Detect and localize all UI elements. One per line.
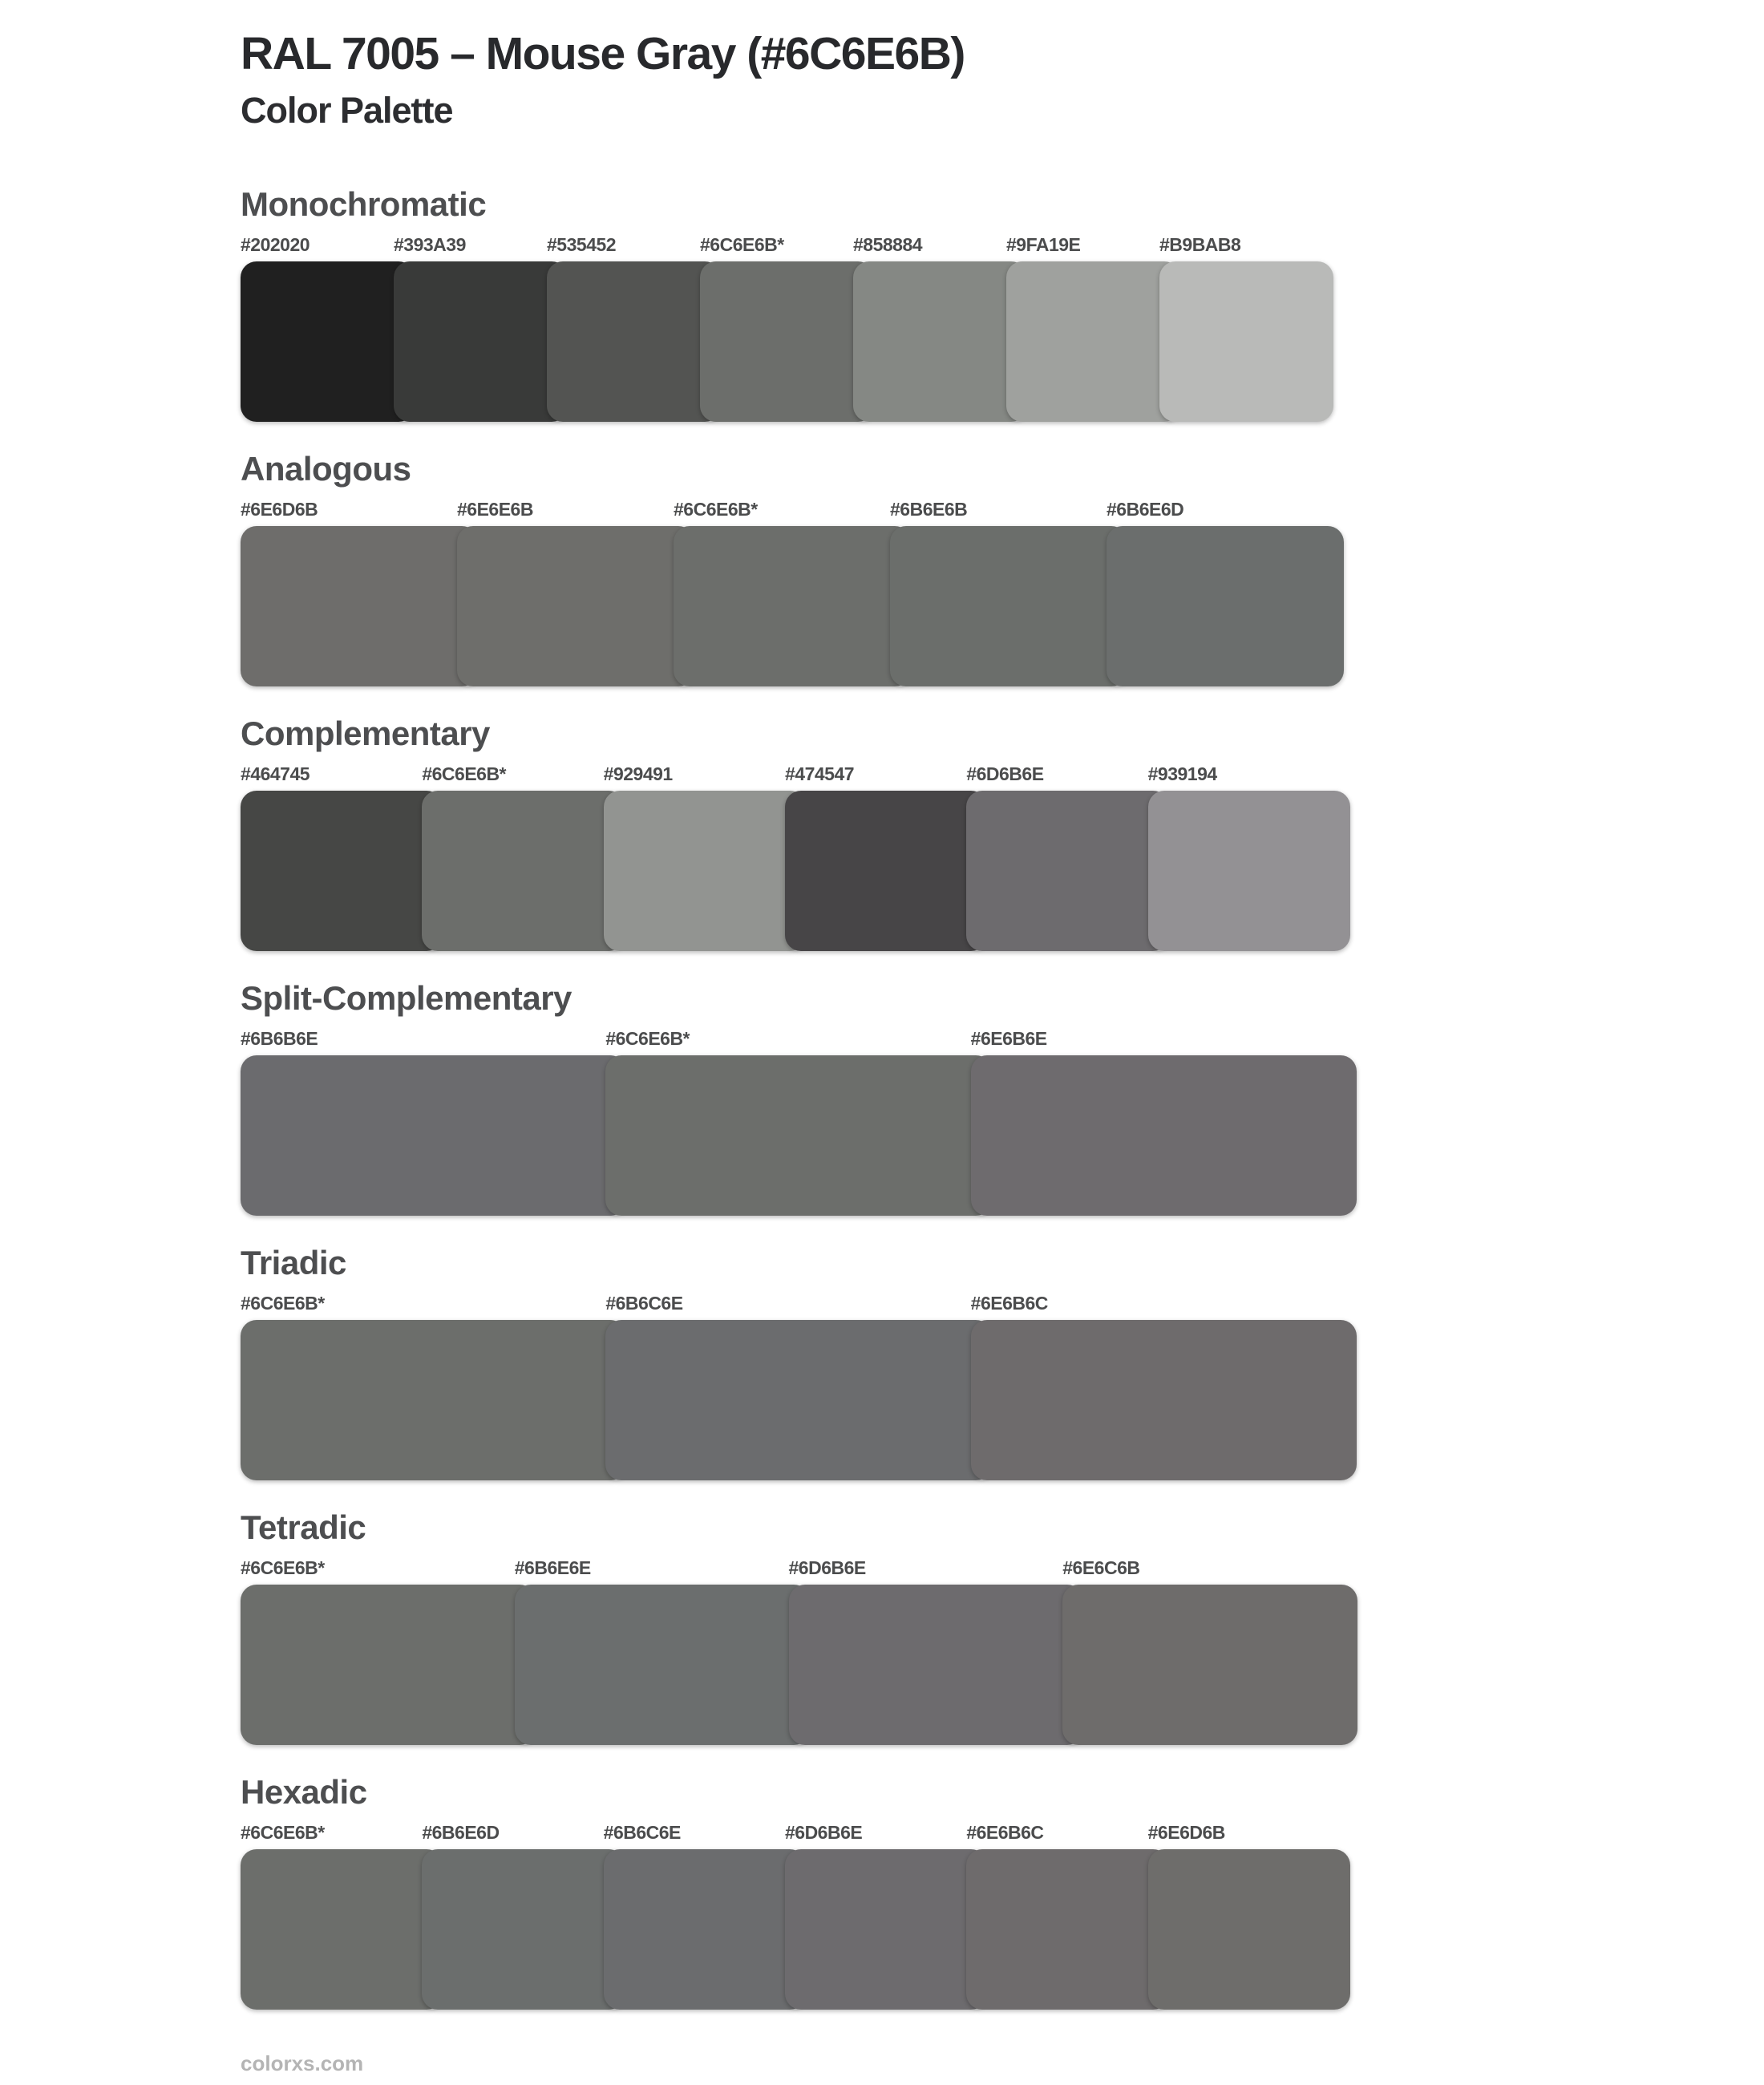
swatch-column bbox=[241, 1822, 443, 2010]
swatch-column bbox=[394, 234, 568, 422]
swatch-hex-label: #474547 bbox=[784, 763, 855, 785]
swatch-hex-label: #6B6C6E bbox=[603, 1822, 681, 1844]
swatch-hex-label: #464745 bbox=[241, 763, 310, 785]
color-swatch[interactable] bbox=[1148, 791, 1350, 951]
swatch-column bbox=[604, 763, 806, 951]
swatch-hex-label: #6C6E6B* bbox=[241, 1822, 325, 1844]
swatch-row bbox=[241, 1557, 1357, 1745]
section-title: Monochromatic bbox=[241, 185, 487, 224]
swatch-column bbox=[241, 499, 478, 686]
swatch-hex-label: #6B6C6E bbox=[605, 1293, 683, 1314]
color-swatch[interactable] bbox=[241, 791, 443, 951]
swatch-hex-label: #858884 bbox=[853, 234, 923, 256]
swatch-column bbox=[457, 499, 694, 686]
palette-section bbox=[241, 979, 1764, 1216]
swatch-hex-label: #6E6D6B bbox=[241, 499, 318, 520]
swatch-column bbox=[1062, 1557, 1357, 1745]
swatch-hex-label: #6D6B6E bbox=[966, 763, 1044, 785]
section-title: Analogous bbox=[241, 450, 411, 488]
color-swatch[interactable] bbox=[1148, 1849, 1350, 2010]
section-title: Complementary bbox=[241, 715, 490, 753]
color-swatch[interactable] bbox=[241, 1320, 626, 1480]
color-swatch[interactable] bbox=[422, 1849, 624, 2010]
swatch-column bbox=[605, 1293, 991, 1480]
swatch-column bbox=[547, 234, 721, 422]
swatch-column bbox=[1107, 499, 1344, 686]
swatch-hex-label: #6C6E6B* bbox=[605, 1028, 690, 1050]
color-swatch[interactable] bbox=[966, 1849, 1168, 2010]
swatch-hex-label: #6C6E6B* bbox=[241, 1293, 325, 1314]
swatch-hex-label: #939194 bbox=[1147, 763, 1217, 785]
swatch-hex-label: #6C6E6B* bbox=[422, 763, 507, 785]
swatch-row bbox=[241, 1028, 1357, 1216]
color-swatch[interactable] bbox=[971, 1055, 1357, 1216]
color-swatch[interactable] bbox=[789, 1585, 1084, 1745]
color-swatch[interactable] bbox=[785, 1849, 987, 2010]
palette-section bbox=[241, 185, 1764, 422]
swatch-row bbox=[241, 1293, 1357, 1480]
section-title: Triadic bbox=[241, 1244, 346, 1282]
swatch-column bbox=[605, 1028, 991, 1216]
palette-section bbox=[241, 1246, 1764, 1480]
swatch-hex-label: #6E6D6B bbox=[1147, 1822, 1225, 1844]
color-swatch[interactable] bbox=[605, 1055, 991, 1216]
palette-sections bbox=[241, 185, 1764, 2010]
color-swatch[interactable] bbox=[971, 1320, 1357, 1480]
swatch-hex-label: #6E6B6E bbox=[970, 1028, 1047, 1050]
swatch-column bbox=[971, 1028, 1357, 1216]
color-swatch[interactable] bbox=[1107, 526, 1344, 686]
swatch-column bbox=[1148, 1822, 1350, 2010]
swatch-column bbox=[785, 763, 987, 951]
section-title: Split-Complementary bbox=[241, 979, 572, 1018]
palette-section bbox=[241, 717, 1764, 951]
color-swatch[interactable] bbox=[674, 526, 911, 686]
swatch-column bbox=[515, 1557, 810, 1745]
swatch-column bbox=[241, 1557, 536, 1745]
color-swatch[interactable] bbox=[241, 261, 415, 422]
swatch-column bbox=[1006, 234, 1180, 422]
swatch-column bbox=[785, 1822, 987, 2010]
swatch-column bbox=[966, 1822, 1168, 2010]
color-swatch[interactable] bbox=[890, 526, 1127, 686]
color-swatch[interactable] bbox=[1062, 1585, 1357, 1745]
swatch-hex-label: #929491 bbox=[603, 763, 673, 785]
swatch-hex-label: #393A39 bbox=[394, 234, 466, 256]
color-swatch[interactable] bbox=[241, 1849, 443, 2010]
swatch-column bbox=[966, 763, 1168, 951]
color-swatch[interactable] bbox=[422, 791, 624, 951]
color-swatch[interactable] bbox=[853, 261, 1027, 422]
color-swatch[interactable] bbox=[515, 1585, 810, 1745]
swatch-hex-label: #6C6E6B* bbox=[700, 234, 784, 256]
swatch-hex-label: #6B6E6B bbox=[890, 499, 968, 520]
color-swatch[interactable] bbox=[394, 261, 568, 422]
swatch-column bbox=[604, 1822, 806, 2010]
section-title: Hexadic bbox=[241, 1773, 367, 1812]
palette-section bbox=[241, 452, 1764, 686]
swatch-column bbox=[241, 1028, 626, 1216]
swatch-column bbox=[890, 499, 1127, 686]
swatch-hex-label: #9FA19E bbox=[1006, 234, 1081, 256]
color-swatch[interactable] bbox=[241, 1055, 626, 1216]
page-subtitle: Color Palette bbox=[241, 89, 453, 131]
swatch-hex-label: #202020 bbox=[241, 234, 310, 256]
swatch-row bbox=[241, 763, 1350, 951]
swatch-hex-label: #6B6E6D bbox=[1107, 499, 1184, 520]
color-swatch[interactable] bbox=[1159, 261, 1333, 422]
swatch-hex-label: #6C6E6B* bbox=[241, 1557, 325, 1579]
swatch-hex-label: #6B6E6D bbox=[422, 1822, 500, 1844]
palette-section bbox=[241, 1508, 1764, 1745]
swatch-column bbox=[853, 234, 1027, 422]
color-swatch[interactable] bbox=[605, 1320, 991, 1480]
color-swatch[interactable] bbox=[241, 1585, 536, 1745]
swatch-column bbox=[674, 499, 911, 686]
swatch-hex-label: #6D6B6E bbox=[788, 1557, 866, 1579]
color-swatch[interactable] bbox=[785, 791, 987, 951]
swatch-column bbox=[1148, 763, 1350, 951]
swatch-row bbox=[241, 234, 1333, 422]
section-title: Tetradic bbox=[241, 1508, 366, 1547]
color-swatch[interactable] bbox=[1006, 261, 1180, 422]
swatch-hex-label: #6B6E6E bbox=[514, 1557, 591, 1579]
swatch-hex-label: #535452 bbox=[547, 234, 617, 256]
swatch-hex-label: #6E6E6B bbox=[457, 499, 533, 520]
page-title: RAL 7005 – Mouse Gray (#6C6E6B) bbox=[241, 28, 965, 79]
swatch-hex-label: #6E6B6C bbox=[966, 1822, 1044, 1844]
color-swatch[interactable] bbox=[966, 791, 1168, 951]
swatch-hex-label: #B9BAB8 bbox=[1159, 234, 1241, 256]
color-swatch[interactable] bbox=[547, 261, 721, 422]
color-swatch[interactable] bbox=[604, 791, 806, 951]
swatch-hex-label: #6C6E6B* bbox=[674, 499, 758, 520]
color-swatch[interactable] bbox=[604, 1849, 806, 2010]
swatch-column bbox=[1159, 234, 1333, 422]
swatch-column bbox=[241, 234, 415, 422]
swatch-column bbox=[422, 1822, 624, 2010]
swatch-hex-label: #6D6B6E bbox=[784, 1822, 863, 1844]
swatch-column bbox=[971, 1293, 1357, 1480]
swatch-hex-label: #6B6B6E bbox=[241, 1028, 318, 1050]
swatch-row bbox=[241, 499, 1344, 686]
palette-section bbox=[241, 1775, 1764, 2010]
color-swatch[interactable] bbox=[457, 526, 694, 686]
swatch-column bbox=[700, 234, 874, 422]
swatch-hex-label: #6E6B6C bbox=[970, 1293, 1048, 1314]
swatch-column bbox=[241, 763, 443, 951]
swatch-row bbox=[241, 1822, 1350, 2010]
swatch-column bbox=[789, 1557, 1084, 1745]
color-swatch[interactable] bbox=[241, 526, 478, 686]
swatch-column bbox=[241, 1293, 626, 1480]
color-swatch[interactable] bbox=[700, 261, 874, 422]
swatch-hex-label: #6E6C6B bbox=[1062, 1557, 1140, 1579]
site-credit: colorxs.com bbox=[241, 2051, 364, 2076]
swatch-column bbox=[422, 763, 624, 951]
